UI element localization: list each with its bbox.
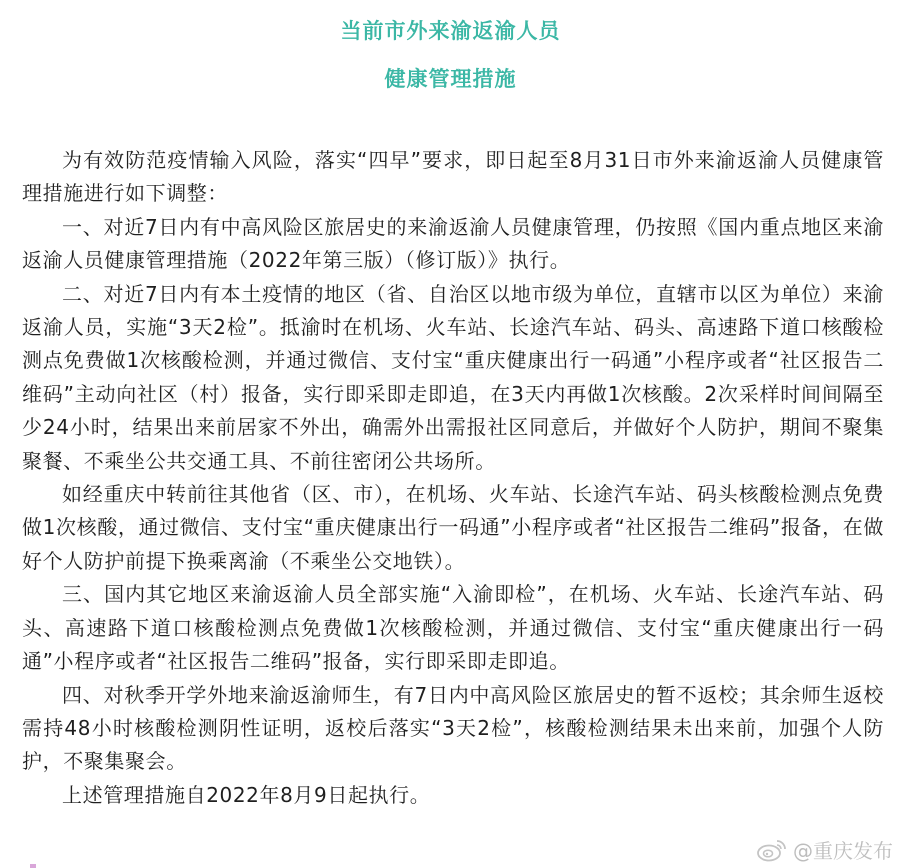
measure-2-paragraph: 二、对近7日内有本土疫情的地区（省、自治区以地市级为单位，直辖市以区为单位）来渝返渝人员，实施“3天2检”。抵渝时在机场、火车站、长途汽车站、码头、高速路下道口核酸检测点免费做1次核酸检测，并通过微信、支付宝“重庆健康出行一码通”小程序或者“社区报告二维码”主动向社区（村）报备，实行即采即走即追，在3天内再做1次核酸。2次采样时间间隔至少24小时，结果出来前居家不外出，确需外出需报社区同意后，并做好个人防护，期间不聚集聚餐、不乘坐公共交通工具、不前往密闭公共场所。 (22, 281, 884, 473)
measure-4-paragraph: 四、对秋季开学外地来渝返渝师生，有7日内中高风险区旅居史的暂不返校；其余师生返校需持48小时核酸检测阴性证明，返校后落实“3天2检”，核酸检测结果未出来前，加强个人防护，不聚集聚会。 (22, 682, 884, 774)
measure-3-paragraph: 三、国内其它地区来渝返渝人员全部实施“入渝即检”，在机场、火车站、长途汽车站、码头、高速路下道口核酸检测点免费做1次核酸检测，并通过微信、支付宝“重庆健康出行一码通”小程序或者“社区报告二维码”报备，实行即采即走即追。 (22, 582, 884, 674)
measure-1-paragraph: 一、对近7日内有中高风险区旅居史的来渝返渝人员健康管理，仍按照《国内重点地区来渝返渝人员健康管理措施（2022年第三版）（修订版）》执行。 (22, 214, 884, 273)
document-title: 当前市外来渝返渝人员 (340, 19, 561, 43)
document-body (22, 144, 884, 812)
weibo-icon (757, 838, 787, 862)
transit-paragraph: 如经重庆中转前往其他省（区、市），在机场、火车站、长途汽车站、码头核酸检测点免费做1次核酸，通过微信、支付宝“重庆健康出行一码通”小程序或者“社区报告二维码”报备，在做好个人防护前提下换乘离渝（不乘坐公交地铁）。 (22, 482, 884, 573)
intro-paragraph: 为有效防范疫情输入风险，落实“四早”要求，即日起至8月31日市外来渝返渝人员健康管理措施进行如下调整： (22, 148, 884, 206)
document-subtitle: 健康管理措施 (384, 67, 517, 91)
source-watermark (757, 835, 893, 864)
watermark-text: @重庆发布 (793, 839, 893, 863)
effective-date-paragraph: 上述管理措施自2022年8月9日起执行。 (62, 782, 431, 807)
page-edge-marker (30, 864, 36, 868)
